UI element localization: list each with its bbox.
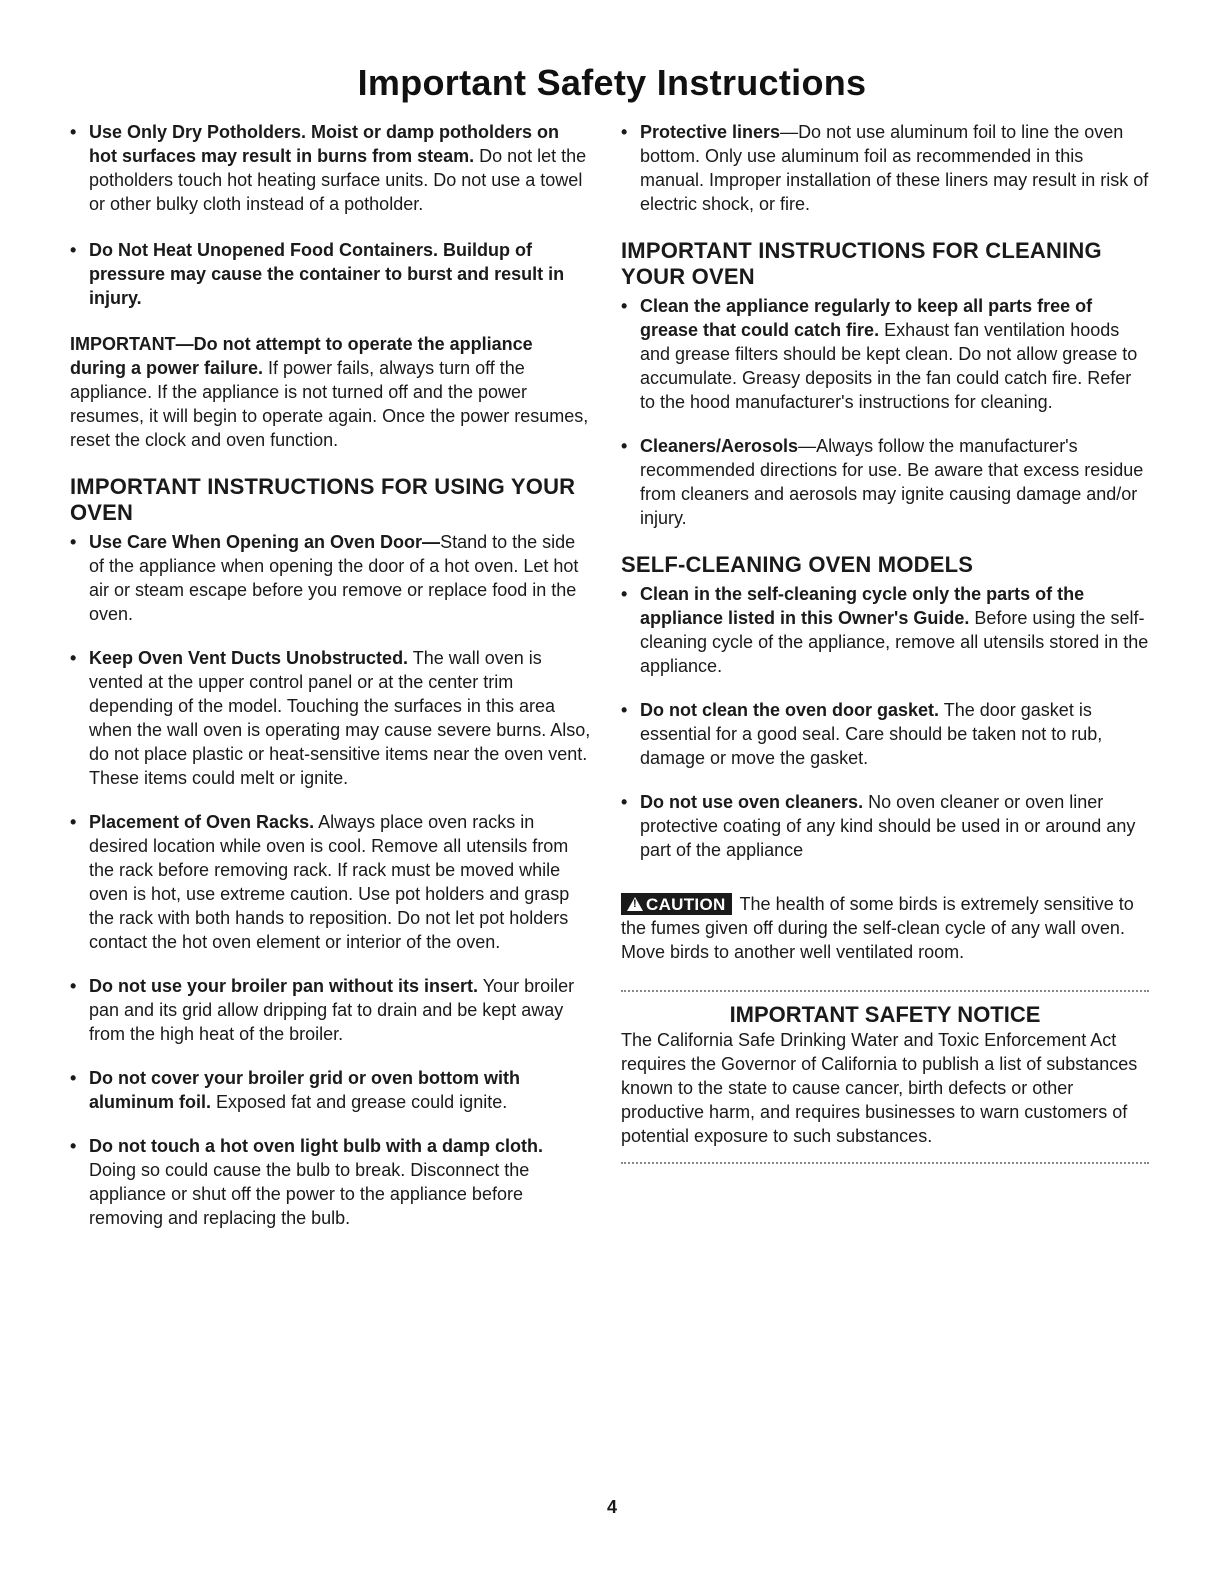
bullet-dot: • xyxy=(621,584,628,604)
bullet-dot: • xyxy=(70,1068,77,1088)
bullet-dot: • xyxy=(70,1136,77,1156)
bullet-light-bulb: • Do not touch a hot oven light bulb with a damp cloth. Doing so could cause the bulb to break. Disconnect the appliance or shut off the power to the appliance before removing and replacing the bulb. xyxy=(70,1136,543,1228)
bullet-dot: • xyxy=(621,296,628,316)
notice-bottom-divider xyxy=(621,1162,1149,1164)
heading-cleaning-oven: IMPORTANT INSTRUCTIONS FOR CLEANING YOUR OVEN xyxy=(621,238,1102,289)
bullet-dot: • xyxy=(70,812,77,832)
bullet-broiler-grid: • Do not cover your broiler grid or oven bottom with aluminum foil. Exposed fat and grease could ignite. xyxy=(70,1068,521,1112)
bullet-unopened-containers: • Do Not Heat Unopened Food Containers. Buildup of pressure may cause the container to burst and result in injury. xyxy=(70,240,565,308)
heading-using-oven: IMPORTANT INSTRUCTIONS FOR USING YOUR OVEN xyxy=(70,474,576,525)
bullet-dot: • xyxy=(621,122,628,142)
notice-heading: IMPORTANT SAFETY NOTICE xyxy=(729,1002,1041,1027)
bullet-dot: • xyxy=(70,532,77,552)
bullet-dot: • xyxy=(70,240,77,260)
bullet-clean-regularly: • Clean the appliance regularly to keep all parts free of grease that could catch fire. Exhaust fan ventilation hoods and grease filters should be kept clean. Do not allow grease to accumulate. Greasy deposits in the fan could catch fire. Refer to the hood manufacturer's instructions for cleaning. xyxy=(621,296,1138,412)
bullet-oven-racks: • Placement of Oven Racks. Always place oven racks in desired location while oven is cool. Remove all utensils from the rack before removing rack. If rack must be moved while oven is hot, use extreme caution. Use pot holders and grasp the rack with both hands to reposition. Do not let pot holders contact the hot oven element or interior of the oven. xyxy=(70,812,570,952)
bullet-dry-potholders: • Use Only Dry Potholders. Moist or damp potholders on hot surfaces may result in burns from steam. Do not let the potholders touch hot heating surface units. Do not use a towel or other bulky cloth instead of a potholder. xyxy=(70,122,587,214)
bullet-self-clean-cycle: • Clean in the self-cleaning cycle only the parts of the appliance listed in this Owner's Guide. Before using the self-cleaning cycle of the appliance, remove all utensils stored in the appliance. xyxy=(621,584,1149,676)
bullet-oven-cleaners: • Do not use oven cleaners. No oven cleaner or oven liner protective coating of any kind should be used in or around any part of the appliance xyxy=(621,792,1136,860)
important-power-failure: IMPORTANT—Do not attempt to operate the appliance during a power failure. If power fails, always turn off the appliance. If the appliance is not turned off and the power resumes, it will begin to operate again. Once the power resumes, reset the clock and oven function. xyxy=(70,334,589,450)
bullet-dot: • xyxy=(621,700,628,720)
page-title: Important Safety Instructions xyxy=(357,62,867,103)
bullet-dot: • xyxy=(621,436,628,456)
heading-self-cleaning: SELF-CLEANING OVEN MODELS xyxy=(621,552,974,577)
bullet-oven-door: • Use Care When Opening an Oven Door—Stand to the side of the appliance when opening the door of a hot oven. Let hot air or steam escape before you remove or replace food in the oven. xyxy=(70,532,579,624)
caution-badge: !CAUTION xyxy=(621,893,732,915)
bullet-vent-ducts: • Keep Oven Vent Ducts Unobstructed. The wall oven is vented at the upper control panel or at the center trim depending of the model. Touching the surfaces in this area when the wall oven is operating may cause severe burns. Also, do not place plastic or heat-sensitive items near the oven vent. These items could melt or ignite. xyxy=(70,648,591,788)
page-number: 4 xyxy=(606,1497,617,1517)
bullet-door-gasket: • Do not clean the oven door gasket. The door gasket is essential for a good seal. Care should be taken not to rub, damage or move the gasket. xyxy=(621,700,1103,768)
bullet-dot: • xyxy=(70,648,77,668)
right-column xyxy=(621,120,1149,1164)
bullet-broiler-pan: • Do not use your broiler pan without its insert. Your broiler pan and its grid allow dripping fat to drain and be kept away from the high heat of the broiler. xyxy=(70,976,575,1044)
notice-text: The California Safe Drinking Water and Toxic Enforcement Act requires the Governor of California to publish a list of substances known to the state to cause cancer, birth defects or other productive harm, and requires businesses to warn customers of potential exposure to such substances. xyxy=(621,1030,1138,1146)
bullet-dot: • xyxy=(70,976,77,996)
bullet-dot: • xyxy=(621,792,628,812)
bullet-dot: • xyxy=(70,122,77,142)
bullet-protective-liners: • Protective liners—Do not use aluminum foil to line the oven bottom. Only use aluminum foil as recommended in this manual. Improper installation of these liners may result in risk of electric shock, or fire. xyxy=(621,122,1149,214)
caution-birds: !CAUTION The health of some birds is extremely sensitive to the fumes given off during the self-clean cycle of any wall oven. Move birds to another well ventilated room. xyxy=(621,892,1149,964)
bullet-cleaners-aerosols: • Cleaners/Aerosols—Always follow the manufacturer's recommended directions for use. Be aware that excess residue from cleaners and aerosols may ignite causing damage and/or injury. xyxy=(621,436,1144,528)
warning-triangle-icon xyxy=(627,897,643,911)
left-column xyxy=(70,120,592,1230)
